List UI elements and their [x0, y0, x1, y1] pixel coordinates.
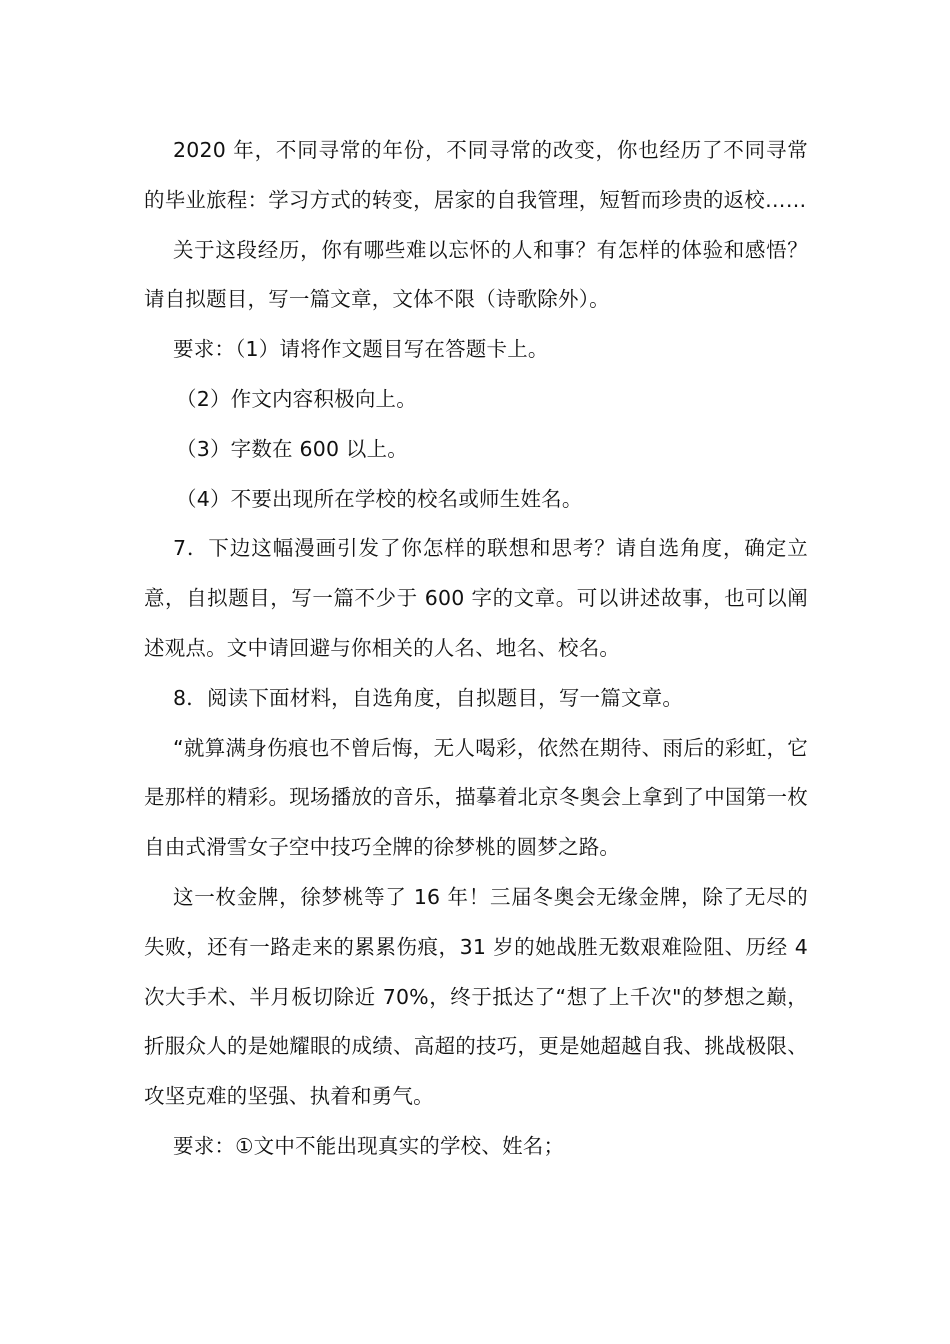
paragraph-material-story: 这一枚金牌，徐梦桃等了 16 年！三届冬奥会无缘金牌，除了无尽的失败，还有一路走来的累累伤痕，31 岁的她战胜无数艰难险阻、历经 4 次大手术、半月板切除近 70%，终于抵达了“想了上千次"的梦想之巅，折服众人的是她耀眼的成绩、高超的技巧，更是她超越自我、挑战极限、攻坚克难的坚强、执着和勇气。	[144, 884, 808, 1109]
paragraph-final-requirement: 要求：①文中不能出现真实的学校、姓名；	[173, 1133, 565, 1158]
paragraph-question-7: 7．下边这幅漫画引发了你怎样的联想和思考？请自选角度，确定立意，自拟题目，写一篇不少于 600 字的文章。可以讲述故事，也可以阐述观点。文中请回避与你相关的人名、地名、校名。	[144, 536, 808, 660]
paragraph-question-8: 8．阅读下面材料，自选角度，自拟题目，写一篇文章。	[173, 685, 684, 710]
paragraph-prompt-2020: 2020 年，不同寻常的年份，不同寻常的改变，你也经历了不同寻常的毕业旅程：学习方式的转变，居家的自我管理，短暂而珍贵的返校……	[144, 138, 808, 212]
paragraph-requirement-4: （4）不要出现所在学校的校名或师生姓名。	[176, 486, 583, 511]
paragraph-requirement-2: （2）作文内容积极向上。	[176, 386, 417, 411]
document-body	[144, 126, 808, 1172]
paragraph-material-quote: “就算满身伤痕也不曾后悔，无人喝彩，依然在期待、雨后的彩虹，它是那样的精彩。现场播放的音乐，描摹着北京冬奥会上拿到了中国第一枚自由式滑雪女子空中技巧全牌的徐梦桃的圆梦之路。	[144, 735, 808, 860]
paragraph-requirement-1: 要求：（1）请将作文题目写在答题卡上。	[173, 337, 549, 362]
paragraph-requirement-3: （3）字数在 600 以上。	[176, 436, 409, 461]
paragraph-prompt-question: 关于这段经历，你有哪些难以忘怀的人和事？有怎样的体验和感悟？请自拟题目，写一篇文章，文体不限（诗歌除外）。	[144, 237, 808, 312]
